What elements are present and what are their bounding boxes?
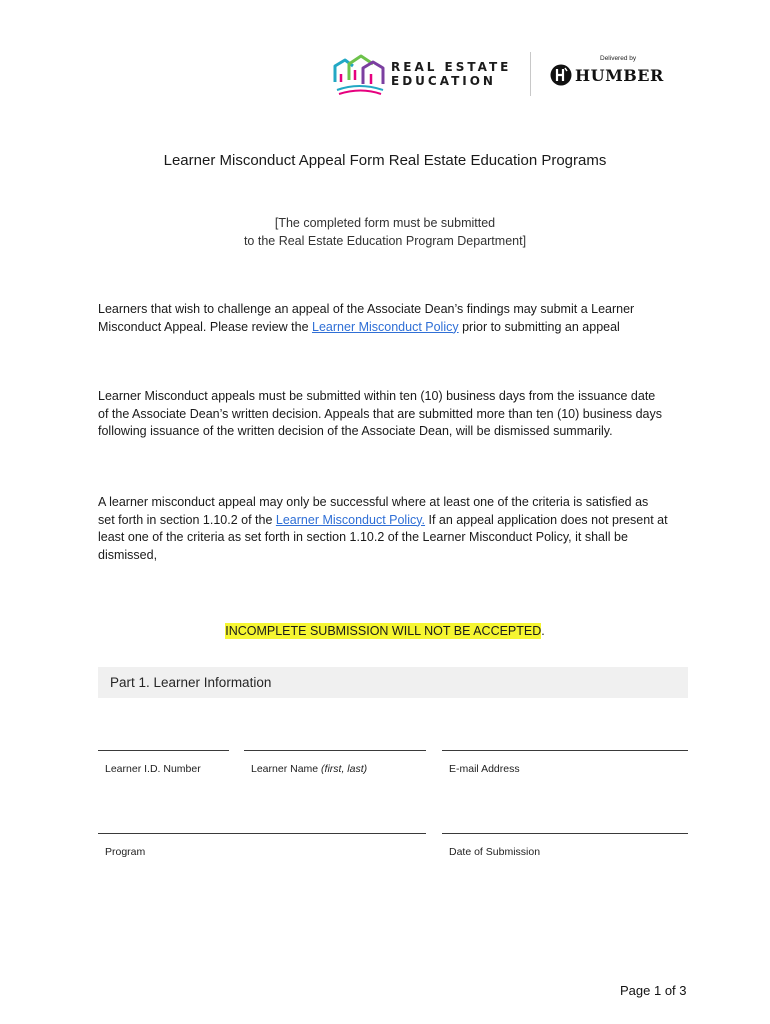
humber-logo [548, 55, 663, 89]
intro-paragraph [98, 301, 668, 336]
humber-wordmark: HUMBER [575, 66, 664, 85]
program-label: Program [105, 846, 146, 858]
submission-note-line2: to the Real Estate Education Program Department] [243, 234, 527, 248]
learner-name-field[interactable] [244, 750, 426, 751]
date-of-submission-label: Date of Submission [449, 846, 541, 858]
date-of-submission-field[interactable] [442, 833, 688, 834]
submission-note [0, 214, 770, 250]
part1-header [98, 667, 688, 698]
delivered-by-label: Delivered by [600, 55, 637, 62]
learner-id-field[interactable] [98, 750, 229, 751]
incomplete-warning: INCOMPLETE SUBMISSION WILL NOT BE ACCEPTED [225, 624, 542, 638]
real-estate-education-logo [333, 52, 513, 98]
document-title: Learner Misconduct Appeal Form Real Estate Education Programs [163, 152, 607, 169]
part1-title: Part 1. Learner Information [110, 675, 272, 690]
humber-emblem-icon [550, 64, 572, 86]
warning-period: . [541, 624, 545, 638]
house-logo-icon [333, 52, 387, 98]
logo-divider [530, 52, 531, 96]
logo-line1: REAL ESTATE [391, 60, 512, 74]
policy-link-2[interactable]: Learner Misconduct Policy. [275, 512, 426, 527]
warning-line [0, 624, 770, 638]
submission-note-line1: [The completed form must be submitted [274, 216, 496, 230]
intro-text-start: Learners that wish to challenge an appeal of the Associate Dean’s findings may submit a Learner Misconduct Appeal. Please review the [98, 302, 635, 334]
deadline-paragraph: Learner Misconduct appeals must be submitted within ten (10) business days from the issuance date of the Associate Dean’s written decision. Appeals that are submitted more than ten (10) business days following issuance of the written decision of the Associate Dean, will be dismissed summarily. [98, 389, 662, 438]
criteria-text-end: If an appeal application does not present at least one of the criteria as set forth in section 1.10.2 of the Learner Misconduct Policy, it shall be dismissed, [98, 512, 668, 562]
learner-name-label [251, 763, 367, 775]
email-field[interactable] [442, 750, 688, 751]
learner-name-text: Learner Name [251, 763, 322, 775]
intro-text-end: prior to submitting an appeal [458, 319, 620, 334]
learner-name-hint: (first, last) [321, 763, 368, 775]
criteria-paragraph [98, 494, 668, 564]
learner-id-label: Learner I.D. Number [105, 763, 201, 775]
policy-link[interactable]: Learner Misconduct Policy [312, 319, 459, 334]
logo-line2: EDUCATION [391, 74, 496, 88]
criteria-text-start: A learner misconduct appeal may only be successful where at least one of the criteria is satisfied as set forth in section 1.10.2 of the [98, 495, 649, 527]
email-label: E-mail Address [449, 763, 520, 775]
program-field[interactable] [98, 833, 426, 834]
page-number: Page 1 of 3 [620, 983, 687, 998]
